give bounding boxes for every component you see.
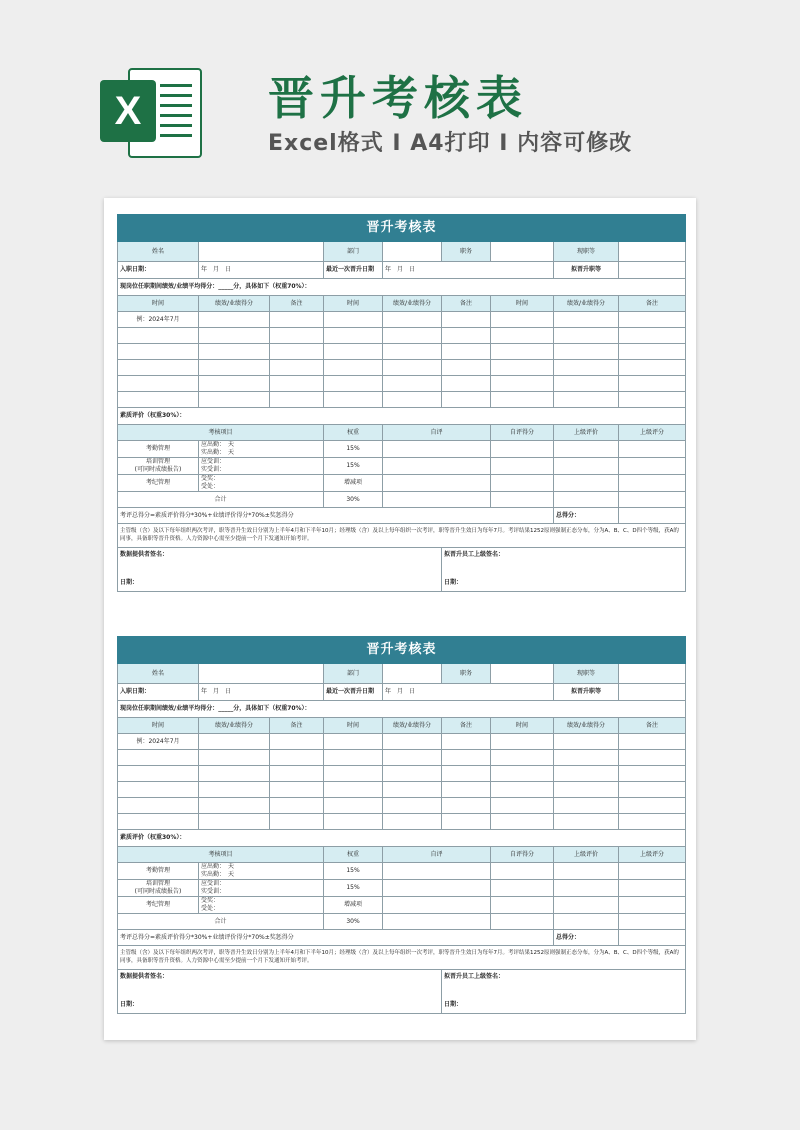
perf-cell-score[interactable] bbox=[554, 392, 619, 408]
perf-cell-score[interactable] bbox=[199, 392, 270, 408]
perf-cell-remark[interactable] bbox=[619, 798, 686, 814]
formula-text: 考评总得分=素质评价得分*30%+业绩评价得分*70%±奖惩得分 bbox=[118, 930, 554, 946]
perf-cell-score[interactable] bbox=[383, 782, 442, 798]
entry-date-field[interactable]: 年 月 日 bbox=[199, 684, 324, 701]
perf-header-remark-1: 备注 bbox=[270, 718, 324, 734]
perf-cell-score[interactable] bbox=[554, 814, 619, 830]
provider-signature-box[interactable] bbox=[118, 970, 442, 1014]
perf-cell-score[interactable] bbox=[199, 766, 270, 782]
perf-cell-score[interactable] bbox=[383, 376, 442, 392]
form-title: 晋升考核表 bbox=[118, 215, 686, 242]
perf-cell-remark[interactable] bbox=[619, 360, 686, 376]
perf-cell-time[interactable] bbox=[491, 392, 554, 408]
quality-boss-eval-field[interactable] bbox=[554, 897, 619, 914]
total-boss-score-field[interactable] bbox=[619, 914, 686, 930]
perf-cell-score[interactable] bbox=[554, 360, 619, 376]
target-level-field[interactable] bbox=[619, 262, 686, 279]
perf-cell-remark[interactable] bbox=[270, 766, 324, 782]
quality-item-name: 考勤管理 bbox=[118, 441, 199, 458]
perf-cell-time[interactable] bbox=[324, 392, 383, 408]
quality-self-score-field[interactable] bbox=[491, 475, 554, 492]
quality-header-weight: 权重 bbox=[324, 425, 383, 441]
perf-cell-remark[interactable] bbox=[270, 392, 324, 408]
target-level-label: 拟晋升职等 bbox=[554, 262, 619, 279]
perf-cell-remark[interactable] bbox=[619, 734, 686, 750]
quality-header-boss-score: 上级评分 bbox=[619, 425, 686, 441]
perf-cell-score[interactable] bbox=[199, 312, 270, 328]
perf-cell-score[interactable] bbox=[554, 376, 619, 392]
total-self-field[interactable] bbox=[383, 492, 491, 508]
perf-header-time-3: 时间 bbox=[491, 296, 554, 312]
quality-self-score-field[interactable] bbox=[491, 863, 554, 880]
quality-section-label: 素质评价（权重30%）： bbox=[118, 408, 686, 425]
perf-section-label: 现岗位任职期间绩效/业绩平均得分：_____分，具体如下（权重70%）： bbox=[118, 279, 686, 296]
quality-boss-score-field[interactable] bbox=[619, 897, 686, 914]
perf-cell-remark[interactable] bbox=[442, 392, 491, 408]
quality-item-name: 考纪管理 bbox=[118, 475, 199, 492]
perf-cell-score[interactable] bbox=[383, 814, 442, 830]
perf-cell-time[interactable] bbox=[324, 312, 383, 328]
perf-header-score-2: 绩效/业绩得分 bbox=[383, 718, 442, 734]
perf-cell-time[interactable] bbox=[118, 344, 199, 360]
provider-sign-label: 数据提供者签名： bbox=[120, 973, 169, 980]
position-field[interactable] bbox=[491, 242, 554, 262]
quality-item-detail[interactable] bbox=[199, 880, 324, 897]
perf-cell-time[interactable] bbox=[491, 376, 554, 392]
perf-cell-score[interactable] bbox=[383, 392, 442, 408]
total-boss-score-field[interactable] bbox=[619, 492, 686, 508]
position-field[interactable] bbox=[491, 664, 554, 684]
quality-header-self: 自评 bbox=[383, 847, 491, 863]
perf-cell-time[interactable] bbox=[324, 814, 383, 830]
quality-boss-eval-field[interactable] bbox=[554, 458, 619, 475]
dept-field[interactable] bbox=[383, 664, 442, 684]
leader-sign-label: 拟晋升员工上级签名： bbox=[444, 973, 505, 980]
perf-cell-time[interactable] bbox=[491, 734, 554, 750]
dept-field[interactable] bbox=[383, 242, 442, 262]
perf-cell-time[interactable] bbox=[324, 344, 383, 360]
form-copy-2 bbox=[117, 636, 685, 1014]
quality-self-score-field[interactable] bbox=[491, 441, 554, 458]
quality-item-detail-2: 实出勤： 天 bbox=[201, 871, 235, 878]
perf-cell-remark[interactable] bbox=[442, 734, 491, 750]
perf-cell-time[interactable] bbox=[118, 376, 199, 392]
position-label: 职务 bbox=[442, 242, 491, 262]
quality-item-detail[interactable] bbox=[199, 897, 324, 914]
quality-item-detail-1: 受奖： bbox=[201, 475, 220, 482]
perf-cell-time[interactable] bbox=[324, 376, 383, 392]
perf-cell-remark[interactable] bbox=[442, 782, 491, 798]
last-promotion-field[interactable]: 年 月 日 bbox=[383, 262, 554, 279]
quality-item-detail-2: 实出勤： 天 bbox=[201, 449, 235, 456]
quality-item-weight: 15% bbox=[324, 880, 383, 897]
perf-cell-remark[interactable] bbox=[270, 344, 324, 360]
perf-cell-remark[interactable] bbox=[442, 312, 491, 328]
perf-cell-score[interactable] bbox=[199, 750, 270, 766]
perf-cell-remark[interactable] bbox=[442, 750, 491, 766]
quality-self-score-field[interactable] bbox=[491, 458, 554, 475]
perf-cell-score[interactable] bbox=[199, 782, 270, 798]
perf-header-remark-1: 备注 bbox=[270, 296, 324, 312]
perf-cell-remark[interactable] bbox=[619, 376, 686, 392]
perf-cell-time[interactable] bbox=[491, 328, 554, 344]
perf-cell-time[interactable] bbox=[324, 328, 383, 344]
quality-boss-score-field[interactable] bbox=[619, 441, 686, 458]
perf-cell-score[interactable] bbox=[199, 328, 270, 344]
quality-header-self-score: 自评得分 bbox=[491, 425, 554, 441]
perf-cell-score[interactable] bbox=[383, 328, 442, 344]
quality-item-weight: 增减项 bbox=[324, 475, 383, 492]
perf-cell-remark[interactable] bbox=[442, 376, 491, 392]
perf-cell-time[interactable]: 例：2024年7月 bbox=[118, 312, 199, 328]
perf-cell-score[interactable] bbox=[199, 376, 270, 392]
excel-logo bbox=[100, 66, 200, 156]
quality-item-detail-2: 实受训： bbox=[201, 888, 226, 895]
quality-boss-eval-field[interactable] bbox=[554, 880, 619, 897]
perf-cell-time[interactable] bbox=[324, 360, 383, 376]
perf-cell-score[interactable] bbox=[554, 734, 619, 750]
perf-cell-remark[interactable] bbox=[442, 344, 491, 360]
quality-self-eval-field[interactable] bbox=[383, 475, 491, 492]
perf-header-time-1: 时间 bbox=[118, 296, 199, 312]
total-weight: 30% bbox=[324, 492, 383, 508]
perf-header-score-1: 绩效/业绩得分 bbox=[199, 718, 270, 734]
banner-subtitle: Excel格式 I A4打印 I 内容可修改 bbox=[268, 131, 633, 156]
perf-cell-remark[interactable] bbox=[270, 312, 324, 328]
entry-date-label: 入职日期： bbox=[118, 684, 199, 701]
last-promotion-field[interactable]: 年 月 日 bbox=[383, 684, 554, 701]
total-self-score-field[interactable] bbox=[491, 492, 554, 508]
last-promotion-label: 最近一次晋升日期 bbox=[324, 684, 383, 701]
perf-cell-time[interactable] bbox=[324, 782, 383, 798]
quality-item-name: 考勤管理 bbox=[118, 863, 199, 880]
quality-header-boss-eval: 上级评价 bbox=[554, 847, 619, 863]
quality-item-weight: 15% bbox=[324, 863, 383, 880]
perf-header-remark-2: 备注 bbox=[442, 718, 491, 734]
perf-cell-remark[interactable] bbox=[619, 344, 686, 360]
quality-header-item: 考核项目 bbox=[118, 847, 324, 863]
quality-item-detail[interactable] bbox=[199, 441, 324, 458]
perf-cell-time[interactable] bbox=[118, 766, 199, 782]
total-boss-eval-field[interactable] bbox=[554, 914, 619, 930]
perf-cell-score[interactable] bbox=[554, 750, 619, 766]
quality-header-boss-score: 上级评分 bbox=[619, 847, 686, 863]
perf-cell-remark[interactable] bbox=[270, 328, 324, 344]
quality-item-weight: 15% bbox=[324, 441, 383, 458]
perf-cell-remark[interactable] bbox=[442, 798, 491, 814]
promotion-form-table bbox=[117, 636, 686, 1014]
perf-cell-remark[interactable] bbox=[442, 360, 491, 376]
perf-cell-time[interactable] bbox=[491, 798, 554, 814]
perf-cell-remark[interactable] bbox=[442, 328, 491, 344]
total-self-field[interactable] bbox=[383, 914, 491, 930]
perf-cell-score[interactable] bbox=[383, 750, 442, 766]
perf-cell-score[interactable] bbox=[554, 312, 619, 328]
provider-date-label: 日期： bbox=[120, 1001, 139, 1008]
perf-cell-score[interactable] bbox=[199, 344, 270, 360]
perf-header-remark-2: 备注 bbox=[442, 296, 491, 312]
quality-boss-score-field[interactable] bbox=[619, 458, 686, 475]
total-weight: 30% bbox=[324, 914, 383, 930]
target-level-label: 拟晋升职等 bbox=[554, 684, 619, 701]
quality-item-detail-2: 实受训： bbox=[201, 466, 226, 473]
last-promotion-label: 最近一次晋升日期 bbox=[324, 262, 383, 279]
quality-item-detail-2: 受处： bbox=[201, 483, 220, 490]
current-level-label: 现职等 bbox=[554, 242, 619, 262]
provider-sign-label: 数据提供者签名： bbox=[120, 551, 169, 558]
name-label: 姓名 bbox=[118, 242, 199, 262]
total-score-field[interactable] bbox=[619, 508, 686, 524]
quality-item-detail-1: 应出勤： 天 bbox=[201, 441, 235, 448]
perf-header-score-2: 绩效/业绩得分 bbox=[383, 296, 442, 312]
perf-cell-remark[interactable] bbox=[442, 766, 491, 782]
total-score-label: 总得分： bbox=[554, 930, 619, 946]
perf-cell-remark[interactable] bbox=[270, 798, 324, 814]
perf-header-time-3: 时间 bbox=[491, 718, 554, 734]
perf-cell-time[interactable] bbox=[491, 750, 554, 766]
entry-date-label: 入职日期： bbox=[118, 262, 199, 279]
perf-header-time-1: 时间 bbox=[118, 718, 199, 734]
quality-item-weight: 增减项 bbox=[324, 897, 383, 914]
current-level-field[interactable] bbox=[619, 664, 686, 684]
total-label: 合计 bbox=[118, 914, 324, 930]
perf-cell-score[interactable] bbox=[199, 814, 270, 830]
provider-signature-box[interactable] bbox=[118, 548, 442, 592]
perf-cell-score[interactable] bbox=[554, 328, 619, 344]
perf-cell-remark[interactable] bbox=[619, 782, 686, 798]
perf-cell-remark[interactable] bbox=[619, 328, 686, 344]
perf-cell-remark[interactable] bbox=[270, 360, 324, 376]
perf-cell-score[interactable] bbox=[199, 798, 270, 814]
position-label: 职务 bbox=[442, 664, 491, 684]
perf-cell-score[interactable] bbox=[383, 766, 442, 782]
perf-cell-score[interactable] bbox=[383, 344, 442, 360]
perf-cell-time[interactable] bbox=[491, 360, 554, 376]
perf-header-remark-3: 备注 bbox=[619, 718, 686, 734]
quality-boss-score-field[interactable] bbox=[619, 880, 686, 897]
perf-cell-remark[interactable] bbox=[619, 766, 686, 782]
perf-header-score-3: 绩效/业绩得分 bbox=[554, 296, 619, 312]
perf-cell-score[interactable] bbox=[554, 344, 619, 360]
quality-item-detail-1: 应受训： bbox=[201, 458, 226, 465]
quality-boss-eval-field[interactable] bbox=[554, 475, 619, 492]
quality-header-item: 考核项目 bbox=[118, 425, 324, 441]
perf-cell-time[interactable] bbox=[491, 782, 554, 798]
quality-header-self-score: 自评得分 bbox=[491, 847, 554, 863]
perf-cell-time[interactable] bbox=[491, 312, 554, 328]
leader-signature-box[interactable] bbox=[442, 970, 686, 1014]
quality-self-eval-field[interactable] bbox=[383, 441, 491, 458]
quality-self-eval-field[interactable] bbox=[383, 458, 491, 475]
perf-cell-time[interactable] bbox=[118, 392, 199, 408]
perf-header-score-1: 绩效/业绩得分 bbox=[199, 296, 270, 312]
perf-cell-remark[interactable] bbox=[442, 814, 491, 830]
perf-cell-remark[interactable] bbox=[619, 392, 686, 408]
target-level-field[interactable] bbox=[619, 684, 686, 701]
dept-label: 部门 bbox=[324, 664, 383, 684]
banner-title: 晋升考核表 bbox=[268, 71, 528, 125]
total-score-label: 总得分： bbox=[554, 508, 619, 524]
current-level-label: 现职等 bbox=[554, 664, 619, 684]
perf-cell-score[interactable] bbox=[383, 798, 442, 814]
perf-cell-time[interactable] bbox=[118, 798, 199, 814]
perf-cell-remark[interactable] bbox=[270, 814, 324, 830]
perf-cell-time[interactable] bbox=[118, 360, 199, 376]
perf-cell-time[interactable] bbox=[118, 782, 199, 798]
provider-date-label: 日期： bbox=[120, 579, 139, 586]
perf-cell-score[interactable] bbox=[554, 782, 619, 798]
perf-cell-remark[interactable] bbox=[619, 750, 686, 766]
total-label: 合计 bbox=[118, 492, 324, 508]
quality-item-name: 培训管理 (可同时成绩报告) bbox=[118, 880, 199, 897]
perf-cell-time[interactable]: 例：2024年7月 bbox=[118, 734, 199, 750]
quality-item-detail[interactable] bbox=[199, 475, 324, 492]
quality-boss-score-field[interactable] bbox=[619, 863, 686, 880]
current-level-field[interactable] bbox=[619, 242, 686, 262]
perf-cell-score[interactable] bbox=[199, 360, 270, 376]
perf-cell-time[interactable] bbox=[491, 344, 554, 360]
quality-self-eval-field[interactable] bbox=[383, 880, 491, 897]
quality-header-self: 自评 bbox=[383, 425, 491, 441]
quality-item-weight: 15% bbox=[324, 458, 383, 475]
total-boss-eval-field[interactable] bbox=[554, 492, 619, 508]
quality-boss-score-field[interactable] bbox=[619, 475, 686, 492]
name-field[interactable] bbox=[199, 242, 324, 262]
perf-cell-remark[interactable] bbox=[270, 782, 324, 798]
quality-item-detail[interactable] bbox=[199, 863, 324, 880]
perf-cell-score[interactable] bbox=[383, 734, 442, 750]
quality-item-name: 培训管理 (可同时成绩报告) bbox=[118, 458, 199, 475]
quality-item-detail-2: 受处： bbox=[201, 905, 220, 912]
quality-header-weight: 权重 bbox=[324, 847, 383, 863]
perf-cell-time[interactable] bbox=[118, 328, 199, 344]
perf-cell-remark[interactable] bbox=[619, 814, 686, 830]
quality-self-eval-field[interactable] bbox=[383, 897, 491, 914]
rules-note: 主管级（含）及以下每年组织两次考评，职等晋升生效日分别为上半年4月和下半年10月；经理级（含）及以上每年组织一次考评，职等晋升生效日为每年7月。考评结果1252原则强制正态分布，分为A、B、C、D四个等级，获A的同事，具备职等晋升资格。人力资源中心需至少提前一个月下发通知开始考评。 bbox=[118, 524, 686, 548]
perf-cell-time[interactable] bbox=[118, 814, 199, 830]
perf-cell-score[interactable] bbox=[199, 734, 270, 750]
perf-cell-score[interactable] bbox=[383, 312, 442, 328]
perf-section-label: 现岗位任职期间绩效/业绩平均得分：_____分，具体如下（权重70%）： bbox=[118, 701, 686, 718]
perf-cell-time[interactable] bbox=[491, 766, 554, 782]
perf-cell-time[interactable] bbox=[324, 798, 383, 814]
perf-cell-time[interactable] bbox=[324, 750, 383, 766]
perf-cell-score[interactable] bbox=[554, 766, 619, 782]
paper-sheet bbox=[104, 198, 696, 1040]
quality-self-eval-field[interactable] bbox=[383, 863, 491, 880]
quality-section-label: 素质评价（权重30%）： bbox=[118, 830, 686, 847]
perf-cell-score[interactable] bbox=[554, 798, 619, 814]
quality-boss-eval-field[interactable] bbox=[554, 441, 619, 458]
excel-x-icon: X bbox=[100, 80, 156, 142]
form-title: 晋升考核表 bbox=[118, 637, 686, 664]
perf-cell-time[interactable] bbox=[324, 734, 383, 750]
perf-cell-remark[interactable] bbox=[619, 312, 686, 328]
perf-header-time-2: 时间 bbox=[324, 718, 383, 734]
quality-self-score-field[interactable] bbox=[491, 897, 554, 914]
perf-cell-time[interactable] bbox=[491, 814, 554, 830]
perf-cell-remark[interactable] bbox=[270, 750, 324, 766]
perf-cell-remark[interactable] bbox=[270, 376, 324, 392]
perf-header-remark-3: 备注 bbox=[619, 296, 686, 312]
perf-cell-time[interactable] bbox=[324, 766, 383, 782]
quality-item-detail-1: 应受训： bbox=[201, 880, 226, 887]
total-score-field[interactable] bbox=[619, 930, 686, 946]
promotion-form-table bbox=[117, 214, 686, 592]
perf-cell-score[interactable] bbox=[383, 360, 442, 376]
formula-text: 考评总得分=素质评价得分*30%+业绩评价得分*70%±奖惩得分 bbox=[118, 508, 554, 524]
perf-header-score-3: 绩效/业绩得分 bbox=[554, 718, 619, 734]
leader-date-label: 日期： bbox=[444, 579, 463, 586]
leader-sign-label: 拟晋升员工上级签名： bbox=[444, 551, 505, 558]
quality-header-boss-eval: 上级评价 bbox=[554, 425, 619, 441]
quality-item-detail-1: 受奖： bbox=[201, 897, 220, 904]
perf-header-time-2: 时间 bbox=[324, 296, 383, 312]
quality-boss-eval-field[interactable] bbox=[554, 863, 619, 880]
perf-cell-time[interactable] bbox=[118, 750, 199, 766]
name-field[interactable] bbox=[199, 664, 324, 684]
dept-label: 部门 bbox=[324, 242, 383, 262]
quality-item-detail[interactable] bbox=[199, 458, 324, 475]
entry-date-field[interactable]: 年 月 日 bbox=[199, 262, 324, 279]
name-label: 姓名 bbox=[118, 664, 199, 684]
rules-note: 主管级（含）及以下每年组织两次考评，职等晋升生效日分别为上半年4月和下半年10月；经理级（含）及以上每年组织一次考评，职等晋升生效日为每年7月。考评结果1252原则强制正态分布，分为A、B、C、D四个等级，获A的同事，具备职等晋升资格。人力资源中心需至少提前一个月下发通知开始考评。 bbox=[118, 946, 686, 970]
leader-date-label: 日期： bbox=[444, 1001, 463, 1008]
total-self-score-field[interactable] bbox=[491, 914, 554, 930]
leader-signature-box[interactable] bbox=[442, 548, 686, 592]
quality-self-score-field[interactable] bbox=[491, 880, 554, 897]
perf-cell-remark[interactable] bbox=[270, 734, 324, 750]
quality-item-detail-1: 应出勤： 天 bbox=[201, 863, 235, 870]
form-copy-1 bbox=[117, 214, 685, 592]
quality-item-name: 考纪管理 bbox=[118, 897, 199, 914]
